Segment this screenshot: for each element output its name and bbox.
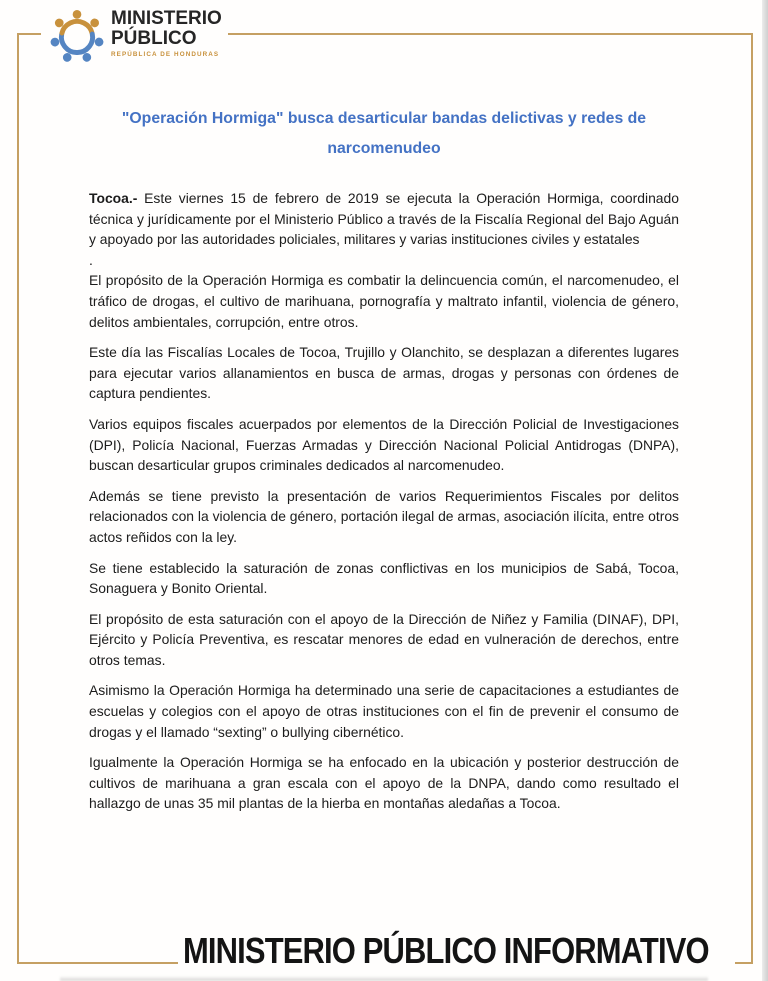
article-paragraph: Asimismo la Operación Hormiga ha determinado una serie de capacitaciones a estudiantes de escuelas y colegios con el apoyo de otras instituciones con el fin de prevenir el consumo de drogas y el llamado “sexting” o bullying cibernético. [89,682,679,740]
footer-banner: MINISTERIO PÚBLICO INFORMATIVO [183,930,709,971]
article-title: "Operación Hormiga" busca desarticular bandas delictivas y redes de narcomenudeo [121,110,647,157]
ministerio-publico-logo-icon [46,6,108,68]
page-edge-shadow [762,0,768,981]
article [89,104,679,814]
frame-border-top-left-stub [17,33,41,35]
frame-border-bottom-right [735,962,752,964]
article-paragraph-dot: . [89,251,93,268]
article-paragraph: Tocoa.- Este viernes 15 de febrero de 2019 se ejecuta la Operación Hormiga, coordinado técnica y jurídicamente por el Ministerio Público a través de la Fiscalía Regional del Bajo Aguán y apoyado por las autoridades policiales, militares y varias instituciones civiles y estatales [89,190,679,248]
frame-border-bottom-left [17,962,178,964]
article-paragraph: El propósito de esta saturación con el apoyo de la Dirección de Niñez y Familia (DINAF), DPI, Ejército y Policía Preventiva, es rescatar menores de edad en vulneración de derechos, entre otros temas. [89,610,679,668]
paragraph-lead: Tocoa.- [89,190,138,206]
article-paragraph: Varios equipos fiscales acuerpados por elementos de la Dirección Policial de Investigaciones (DPI), Policía Nacional, Fuerzas Armadas y Dirección Nacional Policial Antidrogas (DNPA), buscan desarticular grupos criminales dedicados al narcomenudeo. [89,415,679,474]
article-paragraph: Además se tiene previsto la presentación de varios Requerimientos Fiscales por delitos relacionados con la violencia de género, portación ilegal de armas, asociación ilícita, entre otros actos reñidos con la ley. [89,487,679,545]
logo-title-line1: MINISTERIO [111,8,222,29]
frame-border-top [228,33,752,35]
article-paragraph: Se tiene establecido la saturación de zonas conflictivas en los municipios de Sabá, Tocoa, Sonaguera y Bonito Oriental. [89,559,679,597]
logo-title-line2: PÚBLICO [111,28,197,49]
logo-wordmark [111,9,222,58]
logo-subtitle: REPÚBLICA DE HONDURAS [111,51,220,58]
bottom-scan-shadow [60,976,708,981]
frame-border-right [751,33,753,964]
article-paragraph: Igualmente la Operación Hormiga se ha enfocado en la ubicación y posterior destrucción de cultivos de marihuana a gran escala con el apoyo de la DNPA, dando como resultado el hallazgo de unas 35 mil plantas de la hierba en montañas aledañas a Tocoa. [89,754,679,812]
article-paragraph: Este día las Fiscalías Locales de Tocoa, Trujillo y Olanchito, se desplazan a diferentes lugares para ejecutar varios allanamientos en busca de armas, drogas y personas con órdenes de captura pendientes. [89,344,679,402]
article-paragraph: El propósito de la Operación Hormiga es combatir la delincuencia común, el narcomenudeo, el tráfico de drogas, el cultivo de marihuana, pornografía y maltrato infantil, violencia de género, delitos ambientales, corrupción, entre otros. [89,272,679,330]
frame-border-left [17,33,19,964]
